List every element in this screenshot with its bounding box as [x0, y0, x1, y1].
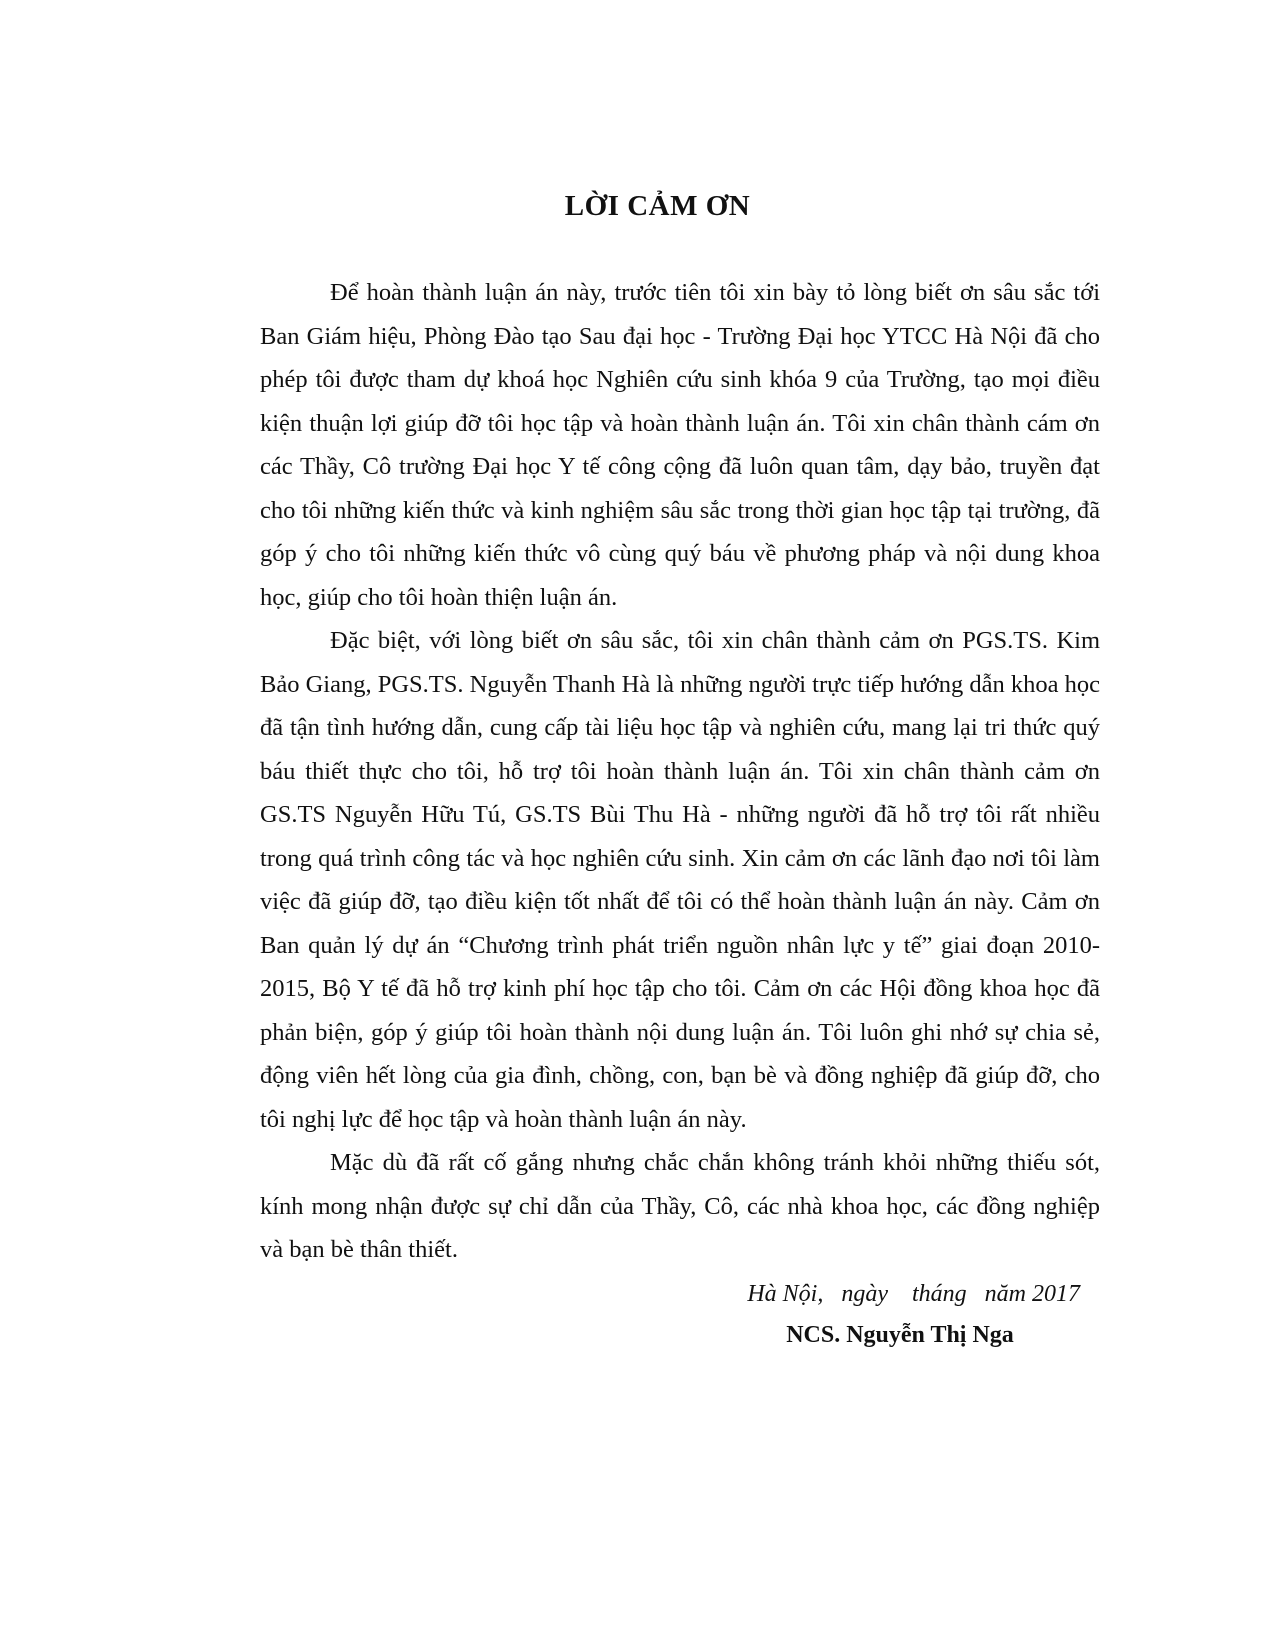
paragraph-2: Đặc biệt, với lòng biết ơn sâu sắc, tôi xin chân thành cảm ơn PGS.TS. Kim Bảo Giang, PGS.TS. Nguyễn Thanh Hà là những người trực tiếp hướng dẫn khoa học đã tận tình hướng dẫn, cung cấp tài liệu học tập và nghiên cứu, mang lại tri thức quý báu thiết thực cho tôi, hỗ trợ tôi hoàn thành luận án. Tôi xin chân thành cảm ơn GS.TS Nguyễn Hữu Tú, GS.TS Bùi Thu Hà - những người đã hỗ trợ tôi rất nhiều trong quá trình công tác và học nghiên cứu sinh. Xin cảm ơn các lãnh đạo nơi tôi làm việc đã giúp đỡ, tạo điều kiện tốt nhất để tôi có thể hoàn thành luận án này. Cảm ơn Ban quản lý dự án “Chương trình phát triển nguồn nhân lực y tế” giai đoạn 2010-2015, Bộ Y tế đã hỗ trợ kinh phí học tập cho tôi. Cảm ơn các Hội đồng khoa học đã phản biện, góp ý giúp tôi hoàn thành nội dung luận án. Tôi luôn ghi nhớ sự chia sẻ, động viên hết lòng của gia đình, chồng, con, bạn bè và đồng nghiệp đã giúp đỡ, cho tôi nghị lực để học tập và hoàn thành luận án này. — [260, 627, 1100, 1133]
acknowledgement-body — [260, 271, 1100, 1272]
signature-place-date: Hà Nội, ngày tháng năm 2017 — [747, 1281, 1080, 1307]
paragraph-1: Để hoàn thành luận án này, trước tiên tôi xin bày tỏ lòng biết ơn sâu sắc tới Ban Giám hiệu, Phòng Đào tạo Sau đại học - Trường Đại học YTCC Hà Nội đã cho phép tôi được tham dự khoá học Nghiên cứu sinh khóa 9 của Trường, tạo mọi điều kiện thuận lợi giúp đỡ tôi học tập và hoàn thành luận án. Tôi xin chân thành cám ơn các Thầy, Cô trường Đại học Y tế công cộng đã luôn quan tâm, dạy bảo, truyền đạt cho tôi những kiến thức và kinh nghiệm sâu sắc trong thời gian học tập tại trường, đã góp ý cho tôi những kiến thức vô cùng quý báu về phương pháp và nội dung khoa học, giúp cho tôi hoàn thiện luận án. — [260, 279, 1100, 611]
signature-name: NCS. Nguyễn Thị Nga — [786, 1322, 1014, 1348]
paragraph-3: Mặc dù đã rất cố gắng nhưng chắc chắn không tránh khỏi những thiếu sót, kính mong nhận được sự chỉ dẫn của Thầy, Cô, các nhà khoa học, các đồng nghiệp và bạn bè thân thiết. — [260, 1149, 1100, 1263]
page-title: LỜI CẢM ƠN — [564, 190, 751, 222]
